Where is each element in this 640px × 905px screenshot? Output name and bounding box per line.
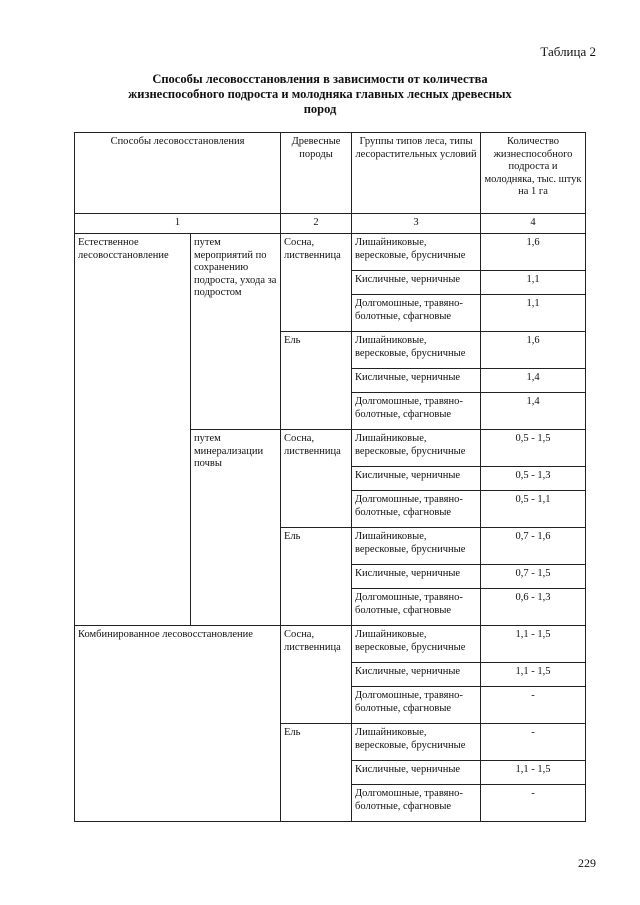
table-number: Таблица 2 [540,44,596,59]
forest-type: Кисличные, черничные [352,663,481,687]
forest-type: Кисличные, черничные [352,761,481,785]
quantity-value: 0,5 - 1,1 [481,491,586,528]
forest-type: Лишайниковые, вересковые, брусничные [352,724,481,761]
forest-type: Лишайниковые, вересковые, брусничные [352,626,481,663]
quantity-value: 0,7 - 1,6 [481,528,586,565]
header-forest-types: Группы типов леса, типы лесорастительных условий [352,133,481,214]
column-number: 2 [281,214,352,234]
quantity-value: 1,1 - 1,5 [481,663,586,687]
species-pine-larch: Сосна, лиственница [281,234,352,332]
forest-type: Долгомошные, травяно-болотные, сфагновые [352,393,481,430]
quantity-value: 1,4 [481,393,586,430]
species-spruce: Ель [281,528,352,626]
species-pine-larch: Сосна, лиственница [281,430,352,528]
column-number: 1 [75,214,281,234]
reforestation-table [74,132,586,822]
submethod-preservation: путем мероприятий по сохранению подроста, ухода за подростом [191,234,281,430]
quantity-value: - [481,724,586,761]
page-number: 229 [578,856,596,870]
forest-type: Лишайниковые, вересковые, брусничные [352,528,481,565]
quantity-value: 1,4 [481,369,586,393]
quantity-value: 1,1 - 1,5 [481,626,586,663]
species-spruce: Ель [281,724,352,822]
table-row [75,626,586,663]
header-quantity: Количество жизнеспособного подроста и молодняка, тыс. штук на 1 га [481,133,586,214]
header-methods: Способы лесовосстановления [75,133,281,214]
forest-type: Лишайниковые, вересковые, брусничные [352,430,481,467]
forest-type: Лишайниковые, вересковые, брусничные [352,234,481,271]
column-number: 3 [352,214,481,234]
forest-type: Долгомошные, травяно-болотные, сфагновые [352,295,481,332]
quantity-value: 0,6 - 1,3 [481,589,586,626]
column-number-row [75,214,586,234]
forest-type: Кисличные, черничные [352,565,481,589]
forest-type: Долгомошные, травяно-болотные, сфагновые [352,491,481,528]
quantity-value: 0,7 - 1,5 [481,565,586,589]
header-species: Древесные породы [281,133,352,214]
column-number: 4 [481,214,586,234]
table-title: Способы лесовосстановления в зависимости от количества жизнеспособного подроста и молодняка главных лесных древесных пород [128,72,512,116]
quantity-value: 0,5 - 1,5 [481,430,586,467]
forest-type: Долгомошные, травяно-болотные, сфагновые [352,589,481,626]
method-natural: Естественное лесовосстановление [75,234,191,626]
quantity-value: 1,1 [481,295,586,332]
forest-type: Долгомошные, травяно-болотные, сфагновые [352,687,481,724]
quantity-value: 0,5 - 1,3 [481,467,586,491]
header-row [75,133,586,214]
forest-type: Кисличные, черничные [352,271,481,295]
quantity-value: - [481,687,586,724]
forest-type: Лишайниковые, вересковые, брусничные [352,332,481,369]
forest-type: Кисличные, черничные [352,369,481,393]
method-combined: Комбинированное лесовосстановление [75,626,281,822]
table-row [75,234,586,271]
species-spruce: Ель [281,332,352,430]
quantity-value: 1,6 [481,234,586,271]
quantity-value: 1,1 [481,271,586,295]
quantity-value: 1,1 - 1,5 [481,761,586,785]
quantity-value: 1,6 [481,332,586,369]
forest-type: Кисличные, черничные [352,467,481,491]
species-pine-larch: Сосна, лиственница [281,626,352,724]
submethod-mineralization: путем минерализации почвы [191,430,281,626]
forest-type: Долгомошные, травяно-болотные, сфагновые [352,785,481,822]
quantity-value: - [481,785,586,822]
